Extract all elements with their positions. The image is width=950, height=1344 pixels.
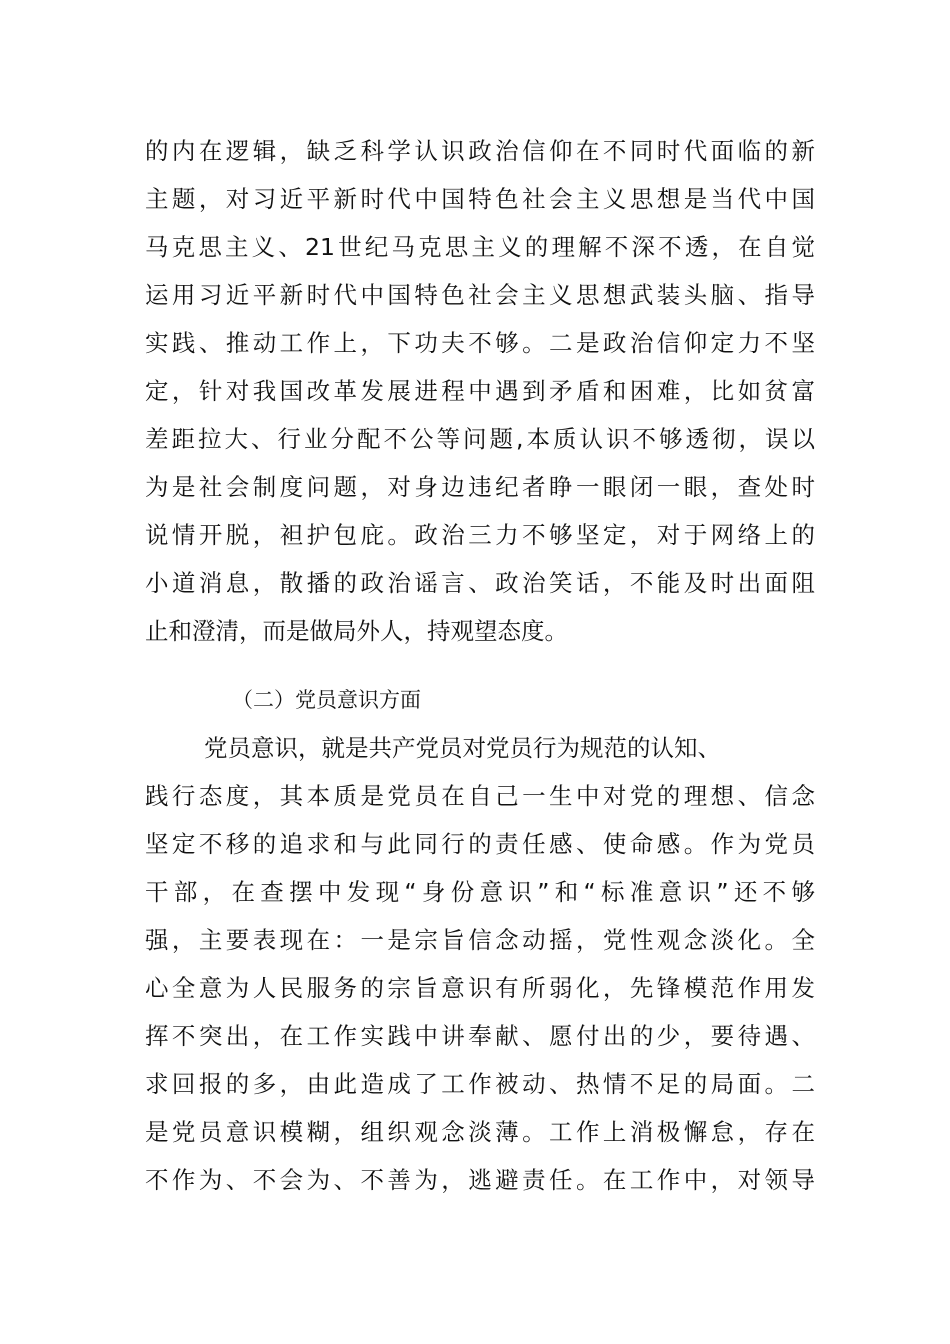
paragraph-line: 主题，对习近平新时代中国特色社会主义思想是当代中国 — [145, 185, 815, 213]
paragraph-line: 不作为、不会为、不善为，逃避责任。在工作中，对领导 — [145, 1166, 815, 1194]
paragraph-line: 坚定不移的追求和与此同行的责任感、使命感。作为党员 — [145, 830, 815, 858]
paragraph-political-belief — [145, 127, 815, 655]
paragraph-line: 小道消息，散播的政治谣言、政治笑话，不能及时出面阻 — [145, 569, 815, 597]
paragraph-line: 挥不突出，在工作实践中讲奉献、愿付出的少，要待遇、 — [145, 1022, 815, 1050]
paragraph-party-member-awareness — [145, 724, 815, 1204]
paragraph-line: 的内在逻辑，缺乏科学认识政治信仰在不同时代面临的新 — [145, 137, 815, 165]
paragraph-line: 心全意为人民服务的宗旨意识有所弱化，先锋模范作用发 — [145, 974, 815, 1002]
paragraph-line: 说情开脱，袒护包庇。政治三力不够坚定，对于网络上的 — [145, 521, 815, 549]
paragraph-line: 定，针对我国改革发展进程中遇到矛盾和困难，比如贫富 — [145, 377, 815, 405]
paragraph-line: 马克思主义、21世纪马克思主义的理解不深不透，在自觉 — [145, 233, 815, 261]
paragraph-line: 干部，在查摆中发现“身份意识”和“标准意识”还不够 — [145, 878, 815, 906]
section-heading: （二）党员意识方面 — [232, 688, 421, 712]
paragraph-line: 为是社会制度问题，对身边违纪者睁一眼闭一眼，查处时 — [145, 473, 815, 501]
paragraph-line: 差距拉大、行业分配不公等问题,本质认识不够透彻，误以 — [145, 425, 815, 453]
paragraph-line: 运用习近平新时代中国特色社会主义思想武装头脑、指导 — [145, 281, 815, 309]
paragraph-line: 实践、推动工作上，下功夫不够。二是政治信仰定力不坚 — [145, 329, 815, 357]
paragraph-line: 是党员意识模糊，组织观念淡薄。工作上消极懈怠，存在 — [145, 1118, 815, 1146]
paragraph-line: 践行态度，其本质是党员在自己一生中对党的理想、信念 — [145, 782, 815, 810]
paragraph-line: 止和澄清，而是做局外人，持观望态度。 — [145, 617, 568, 645]
paragraph-line: 求回报的多，由此造成了工作被动、热情不足的局面。二 — [145, 1070, 815, 1098]
paragraph-line: 强，主要表现在：一是宗旨信念动摇，党性观念淡化。全 — [145, 926, 815, 954]
paragraph-line: 党员意识，就是共产党员对党员行为规范的认知、 — [204, 734, 721, 762]
